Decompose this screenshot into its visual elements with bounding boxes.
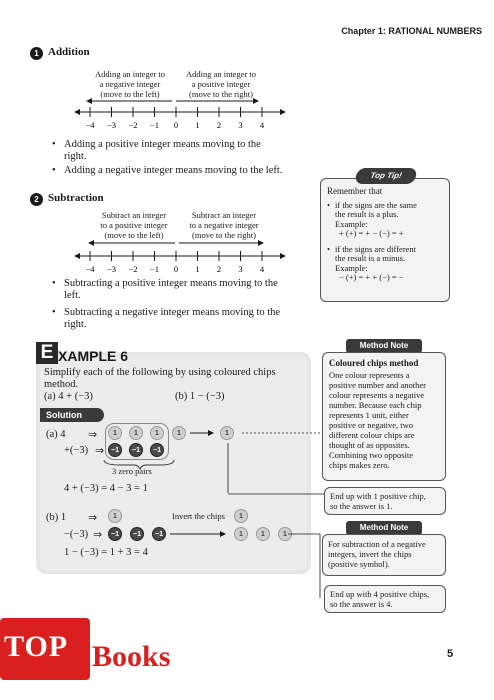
addition-bullet-2: • Adding a negative integer means moving to the left. [52, 165, 282, 177]
solution-b-row1: (b) 1 [46, 512, 67, 523]
positive-chip-result: 1 [220, 426, 234, 440]
positive-chip: 1 [129, 426, 143, 440]
top-tip-box [320, 178, 450, 302]
zero-pairs-label: 3 zero pairs [112, 466, 152, 476]
top-tip-item-2: • if the signs are different the result is a minus. Example: − (+) = + + (−) = − [327, 243, 417, 282]
negative-chip: −1 [130, 527, 144, 541]
example-part-b: (b) 1 − (−3) [175, 391, 225, 402]
move-left-arrowhead [88, 240, 94, 246]
tick-label: −1 [149, 120, 160, 130]
move-left-arrowhead [86, 98, 92, 104]
callout-a: End up with 1 positive chip, so the answer is 1. [324, 487, 446, 515]
method-note-box-2: For subtraction of a negative integers, invert the chips (positive symbol). [322, 534, 446, 576]
invert-chips-label: Invert the chips [172, 511, 225, 521]
negative-chip: −1 [150, 443, 164, 457]
positive-chip-result: 1 [256, 527, 270, 541]
subtraction-bullet-1: • Subtracting a positive integer means moving to the left. [52, 278, 278, 302]
tick-label: −3 [106, 264, 117, 274]
tick-label: 3 [238, 264, 243, 274]
positive-chip: 1 [172, 426, 186, 440]
example-badge-text: XAMPLE 6 [58, 348, 129, 364]
arrow-a-1: ⇒ [88, 429, 98, 441]
callout-a-connector [226, 490, 326, 498]
example-badge-letter: E [36, 342, 58, 364]
tick-label: 2 [216, 264, 222, 274]
tick-label: −2 [128, 264, 138, 274]
page-number: 5 [447, 648, 454, 660]
section-title-subtraction: Subtraction [48, 192, 104, 204]
tick-label: 0 [173, 120, 179, 130]
top-tip-item-1: • if the signs are the same the result is a plus. Example: + (+) = + − (−) = + [327, 199, 417, 238]
positive-chip: 1 [150, 426, 164, 440]
tick-label: 1 [195, 264, 200, 274]
solution-a-row1: (a) 4 [46, 429, 66, 440]
logo-top-word: TOP [4, 630, 69, 663]
positive-chip-result: 1 [234, 527, 248, 541]
addition-bullet-1: • Adding a positive integer means moving to the right. [52, 139, 261, 163]
negative-chip: −1 [108, 443, 122, 457]
solution-label: Solution [40, 408, 104, 422]
tick-label: 0 [173, 264, 179, 274]
positive-chip-result: 1 [278, 527, 292, 541]
tick-label: 4 [259, 120, 265, 130]
callout-b: End up with 4 positive chips, so the answer is 4. [324, 585, 446, 613]
axis-arrow-right [280, 109, 286, 115]
solution-b-result: 1 − (−3) = 1 + 3 = 4 [64, 547, 148, 558]
section-title-addition: Addition [48, 46, 90, 58]
section-number-subtraction: 2 [30, 193, 43, 206]
solution-a-result: 4 + (−3) = 4 − 3 = 1 [64, 483, 148, 494]
arrow-a-2: ⇒ [95, 445, 105, 457]
tick-label: −2 [128, 120, 138, 130]
method-note-tab-1: Method Note [346, 339, 422, 353]
arrow-b-2: ⇒ [93, 529, 103, 541]
addition-label-right: Adding an integer to a positive integer (move to the right) [185, 69, 257, 99]
positive-chip: 1 [108, 509, 122, 523]
negative-chip: −1 [108, 527, 122, 541]
invert-arrow [168, 518, 230, 540]
subtraction-number-line [60, 240, 290, 276]
negative-chip: −1 [152, 527, 166, 541]
addition-label-left: Adding an integer to a negative integer (move to the left) [94, 69, 166, 99]
logo-books-word: Books [92, 640, 171, 673]
example-badge [36, 342, 128, 364]
axis-arrow-right [280, 253, 286, 259]
example-question: Simplify each of the following by using coloured chips method. [44, 367, 276, 390]
axis-arrow-left [74, 109, 80, 115]
topbooks-logo-badge [0, 618, 90, 680]
method-note-tab-2: Method Note [346, 521, 422, 535]
tick-label: 2 [216, 120, 222, 130]
tick-label: −4 [85, 120, 95, 130]
tick-label: 3 [238, 120, 243, 130]
subtraction-label-left: Subtract an integer to a positive integer (move to the left) [100, 210, 168, 240]
move-right-arrowhead [258, 240, 264, 246]
subtraction-bullet-2: • Subtracting a negative integer means moving to the right. [52, 307, 280, 331]
positive-chip-result: 1 [234, 509, 248, 523]
axis-arrow-left [74, 253, 80, 259]
arrow-b-1: ⇒ [88, 512, 98, 524]
tick-label: −3 [106, 120, 117, 130]
tick-label: −1 [149, 264, 160, 274]
negative-chip: −1 [129, 443, 143, 457]
tick-label: −4 [85, 264, 95, 274]
example-part-a: (a) 4 + (−3) [44, 391, 93, 402]
top-tip-intro: Remember that [327, 186, 383, 196]
addition-number-line [60, 98, 290, 134]
top-tip-tab: Top Tip! [354, 168, 417, 184]
tick-label: 1 [195, 120, 200, 130]
result-connector-b [286, 522, 326, 602]
chapter-header: Chapter 1: RATIONAL NUMBERS [341, 26, 482, 36]
method-note-box-1: Coloured chips method One colour represents a positive number and another colour represents a negative number. Because each chip represents 1 unit, either positive or negative, two different colour chips are thought of as opposites. Combining two opposite chips makes zero. [322, 352, 446, 481]
section-number-addition: 1 [30, 47, 43, 60]
subtraction-label-right: Subtract an integer to a negative integer (move to the right) [189, 210, 259, 240]
result-arrow-a [190, 425, 330, 495]
method-note-title: Coloured chips method [329, 358, 419, 368]
positive-chip: 1 [108, 426, 122, 440]
solution-b-row2: −(−3) [64, 529, 89, 540]
tick-label: 4 [259, 264, 265, 274]
move-right-arrowhead [253, 98, 259, 104]
solution-a-row2: +(−3) [64, 445, 89, 456]
